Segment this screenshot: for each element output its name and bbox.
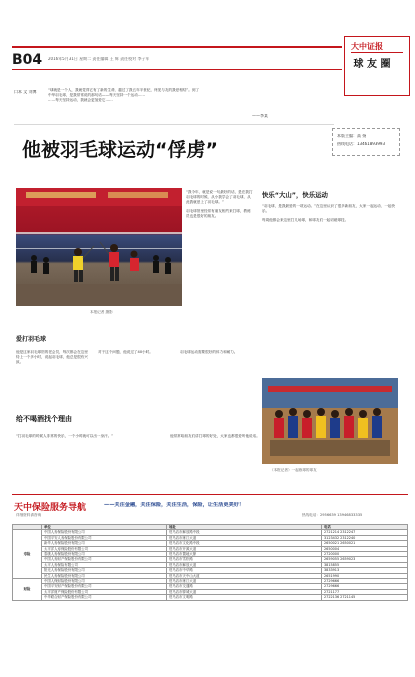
intro-line: 中华羽毛球，是我常常说的那句话——每天坚持一个运动……: [48, 93, 146, 98]
company-cell: 太平人寿保险有限公司: [42, 562, 167, 567]
company-cell: 中国平安财产保险股份有限公司: [42, 584, 167, 589]
phone-cell: 2650004: [322, 546, 408, 551]
group-label: 财险: [13, 579, 42, 601]
insurance-top-rule: [12, 494, 408, 495]
section-heading-1: 爱打羽毛球: [16, 336, 47, 343]
intro-byline: 口本 文 刘博: [14, 90, 37, 94]
company-cell: 阳光人寿保险股份有限公司: [42, 568, 167, 573]
intro-line: “球就是一个人，我就觉得它有了新的生命，越过了我五年半世纪，终见与友的我爱相结”。到了: [48, 88, 200, 92]
address-cell: 驻马店市文化路中段: [167, 541, 322, 546]
column-name: 球 友 圈: [353, 59, 391, 70]
masthead-top-rule: [12, 46, 342, 48]
section-heading-2: 给不喝酒找个理由: [16, 415, 72, 423]
phone-cell: 3815855: [322, 562, 408, 567]
address-cell: 驻马店市文明路: [167, 595, 322, 600]
phone-cell: 2720000: [322, 552, 408, 557]
address-cell: 驻马店市驿城大道: [167, 589, 322, 594]
left-paragraph-2: 他常常给朋友们讲打球的好处，大家也都很爱听他说话。: [170, 434, 260, 438]
phone-cell: 2651990: [322, 573, 408, 578]
mid-paragraph: 羽毛球馆里经常有朋友相约来打球，教练员也是很好的朋友。: [186, 208, 251, 218]
header-cell: 地址: [167, 525, 322, 530]
contact-box: [332, 128, 400, 156]
page-number: B04: [12, 52, 43, 68]
badminton-photo: [16, 188, 182, 306]
right-paragraph: “羽毛球，是我最爱的一项运动。”在这里认识了很多新朋友，大家一起运动、一起快乐。: [262, 204, 396, 214]
header-cell: 电话: [322, 525, 408, 530]
phone-cell: 2722136 2721145: [322, 595, 408, 600]
insurance-table: [12, 524, 408, 601]
photo1-caption: 本报记者 摄影: [90, 310, 113, 314]
phone-cell: 3123432 2312240: [322, 535, 408, 540]
left-paragraph: 他是这家羽毛球馆的老会员，每次都会在这里待上一个多小时，说起羽毛球，他总是很有兴致。: [16, 350, 88, 365]
left-paragraph-2: “打羽毛球的时候人非常的快乐，一个小时就可以出一身汗。”: [16, 434, 114, 438]
address-cell: 驻马店市解放路中段: [167, 530, 322, 535]
insurance-hotline: 热线电话：2956639 13946833335: [302, 513, 363, 517]
address-cell: 驻马店市练江大道: [167, 535, 322, 540]
editor-label: 本版主编：高 扬: [337, 134, 367, 138]
insurance-directory-table: [12, 524, 408, 601]
address-cell: 驻马店市雪松路: [167, 557, 322, 562]
phone-cell: 2729666: [322, 584, 408, 589]
right-heading: 快乐“大山”，快乐运动: [262, 191, 328, 199]
right-column-text: [262, 204, 398, 354]
mid-paragraph: “我今年，就是说一句最好的话，是在我打羽毛球的时候，从小我学会了羽毛球，从此我就爱上了羽毛球。”: [186, 190, 253, 205]
paper-logo: 大中证报: [351, 41, 383, 51]
right-paragraph: 每周他都会来这里打几场球，和球友们一起切磋球技。: [262, 218, 349, 223]
company-cell: 中国人保财险股份有限公司: [42, 579, 167, 584]
phone-cell: 3833913: [322, 568, 408, 573]
phone-cell: 2721214 2312247: [322, 530, 408, 535]
logo-underline: [351, 52, 403, 53]
insurance-slogan: ——关注金融，关注保险，关注生活，保险，让生活更美好！: [104, 502, 245, 508]
address-cell: 驻马店市置地大厦: [167, 552, 322, 557]
left-paragraph: 对于这个问题，他说过了40小时。: [98, 350, 153, 354]
headline: 他被羽毛球运动“俘虏”: [22, 139, 218, 161]
phone-cell: 2650021 2650021: [322, 541, 408, 546]
intro-line: ……每天坚持运动，我就会更加爱它……: [48, 98, 113, 103]
intro-text: [48, 88, 318, 104]
intro-signoff: ——李某: [252, 114, 268, 118]
mid-column: [186, 190, 254, 330]
left-columns-1: [16, 350, 254, 410]
insurance-banner: [12, 498, 408, 522]
insurance-title: 天中保险服务导航: [14, 503, 87, 513]
masthead-bottom-rule: [12, 69, 342, 70]
company-cell: 中国平安人寿保险股份有限公司: [42, 535, 167, 540]
company-cell: 太平洋财产保险股份有限公司: [42, 589, 167, 594]
address-cell: 驻马店市天中山大道: [167, 573, 322, 578]
phone-cell: 2721177: [322, 589, 408, 594]
address-cell: 驻马店市解放大道: [167, 562, 322, 567]
date-line: 2016年5月31日 星期二 责任编辑 王 辉 责任校对 李子军: [48, 57, 150, 61]
phone-cell: 2659055 2659023: [322, 557, 408, 562]
left-paragraph: 羽毛球运动需要很好的体力和耐力。: [180, 350, 238, 354]
company-cell: 中国人寿保险股份有限公司: [42, 530, 167, 535]
badminton-photo-scene: [16, 188, 182, 306]
address-cell: 驻马店市中华路: [167, 568, 322, 573]
address-cell: 驻马店市练江大道: [167, 579, 322, 584]
header-cell: 单位: [42, 525, 167, 530]
company-cell: 中国人寿财产保险股份有限公司: [42, 557, 167, 562]
company-cell: 民生人寿保险股份有限公司: [42, 573, 167, 578]
address-cell: 驻马店市交通路: [167, 584, 322, 589]
hotline-label: 热线电话：13461893993: [337, 142, 385, 146]
team-photo-scene: [262, 378, 398, 464]
insurance-subline: 详细资料请咨询: [16, 513, 42, 517]
intro-divider: [14, 124, 334, 125]
company-cell: 新华人寿保险股份有限公司: [42, 541, 167, 546]
group-label: 寿险: [13, 530, 42, 579]
phone-cell: 2729666: [322, 579, 408, 584]
photo2-caption: （本报记者）一起练球的球友: [270, 468, 317, 472]
team-photo: [262, 378, 398, 464]
table-row: [13, 595, 408, 600]
company-cell: 太平洋人寿保险股份有限公司: [42, 546, 167, 551]
masthead: [12, 36, 410, 82]
company-cell: 泰康人寿保险股份有限公司: [42, 552, 167, 557]
address-cell: 驻马店市开源大道: [167, 546, 322, 551]
company-cell: 中华联合财产保险股份有限公司: [42, 595, 167, 600]
